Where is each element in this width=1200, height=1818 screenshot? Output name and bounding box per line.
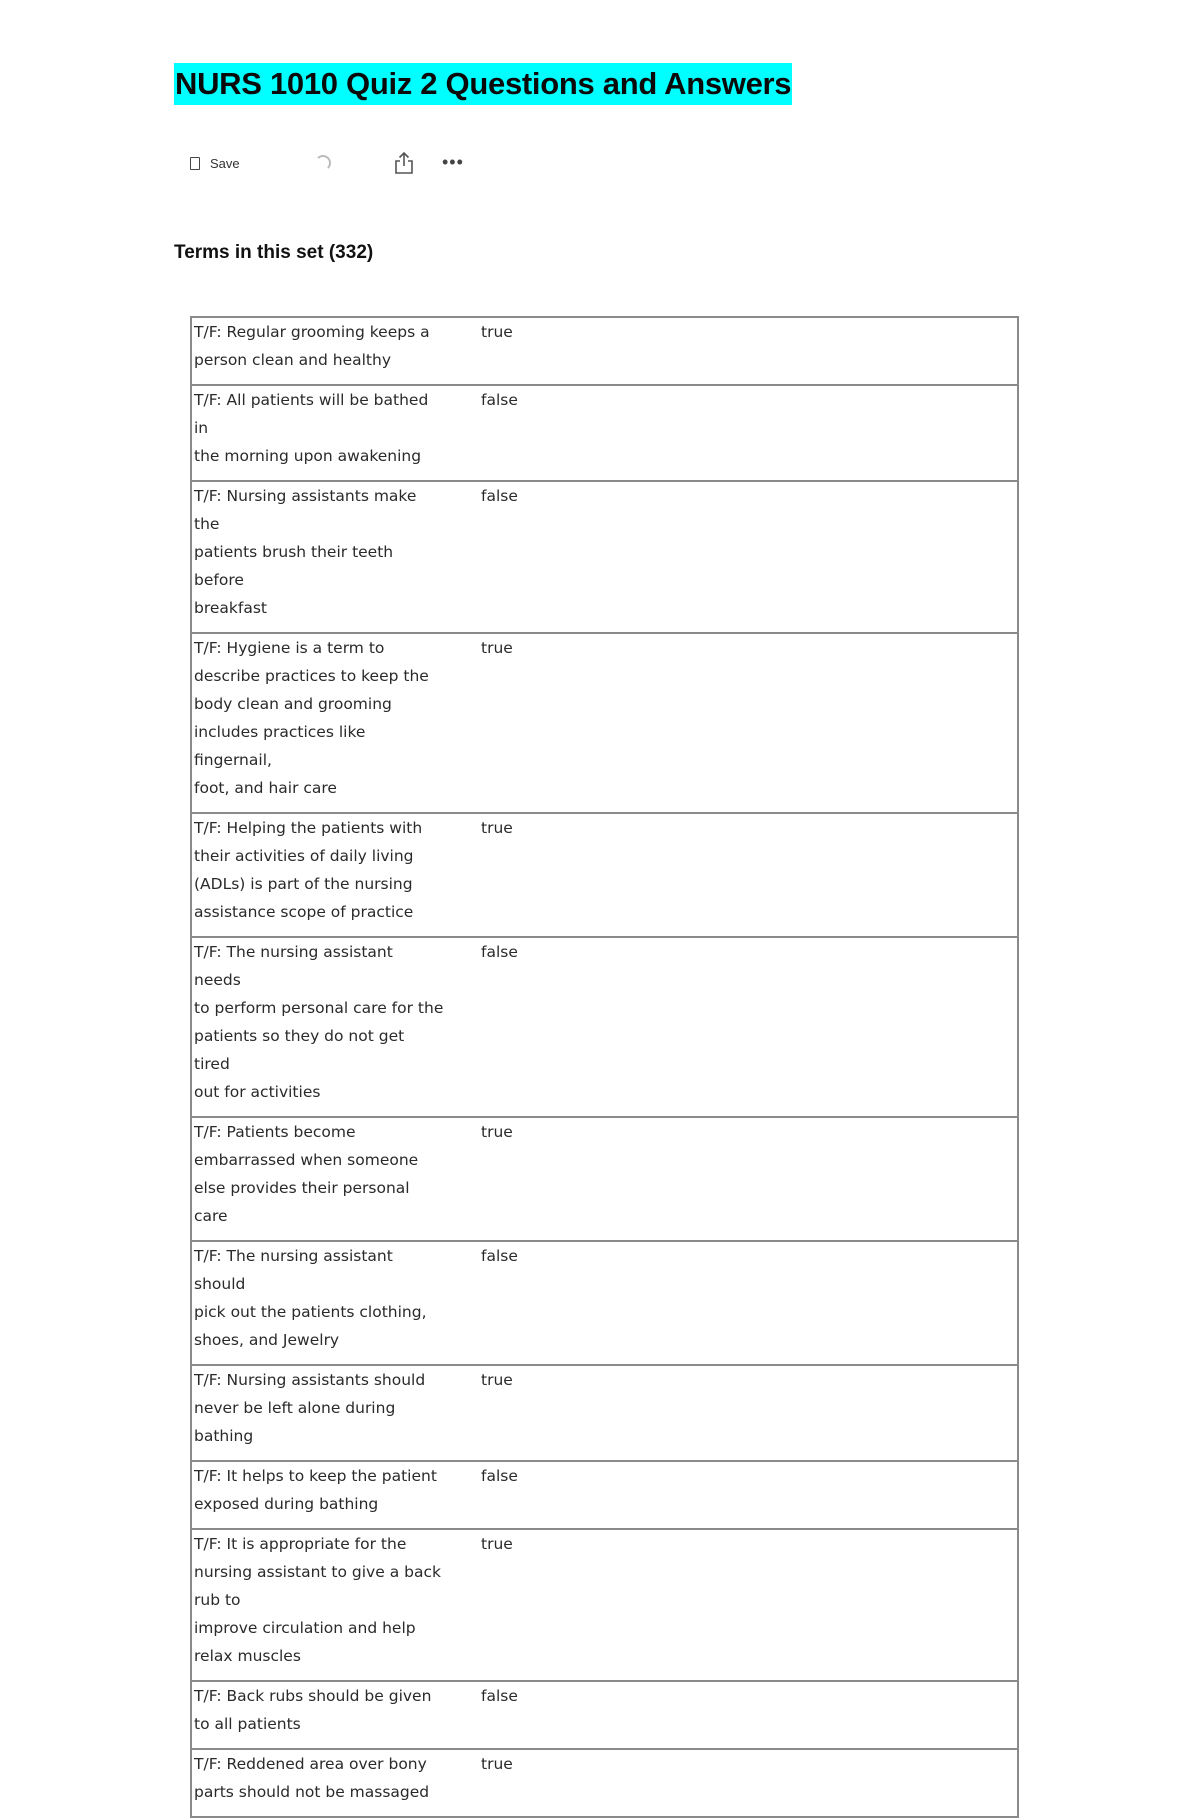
answer-text: true	[481, 1535, 513, 1553]
loading-spinner-icon	[315, 155, 331, 171]
question-cell	[191, 481, 448, 633]
question-text: T/F: Regular grooming keeps a person clean and healthy	[194, 323, 430, 369]
answer-text: false	[481, 1687, 518, 1705]
table-row	[191, 481, 1018, 633]
question-text: T/F: Back rubs should be given to all patients	[194, 1687, 432, 1733]
question-cell	[191, 385, 448, 481]
bookmark-icon	[190, 157, 200, 170]
answer-text: false	[481, 943, 518, 961]
table-row	[191, 1749, 1018, 1817]
answer-cell	[448, 813, 1018, 937]
save-button[interactable]	[190, 156, 240, 171]
question-cell	[191, 813, 448, 937]
table-row	[191, 633, 1018, 813]
question-text: T/F: Reddened area over bony parts should not be massaged	[194, 1755, 430, 1801]
question-text: T/F: The nursing assistant should pick out the patients clothing, shoes, and Jewelry	[194, 1247, 427, 1349]
question-text: T/F: Nursing assistants should never be left alone during bathing	[194, 1371, 426, 1445]
question-text: T/F: All patients will be bathed in the morning upon awakening	[194, 391, 429, 465]
answer-text: false	[481, 1467, 518, 1485]
question-cell	[191, 1117, 448, 1241]
answer-text: true	[481, 639, 513, 657]
answer-text: false	[481, 487, 518, 505]
table-row	[191, 937, 1018, 1117]
table-row	[191, 1529, 1018, 1681]
answer-cell	[448, 317, 1018, 385]
question-cell	[191, 1461, 448, 1529]
table-row	[191, 813, 1018, 937]
terms-heading: Terms in this set (332)	[174, 242, 374, 263]
table-row	[191, 1365, 1018, 1461]
save-label: Save	[210, 156, 240, 171]
question-text: T/F: Nursing assistants make the patients brush their teeth before breakfast	[194, 487, 417, 617]
question-cell	[191, 633, 448, 813]
answer-text: false	[481, 1247, 518, 1265]
question-cell	[191, 1749, 448, 1817]
question-text: T/F: It helps to keep the patient exposed during bathing	[194, 1467, 437, 1513]
answer-cell	[448, 481, 1018, 633]
answer-text: true	[481, 1755, 513, 1773]
answer-text: true	[481, 323, 513, 341]
question-cell	[191, 317, 448, 385]
answer-cell	[448, 1749, 1018, 1817]
question-text: T/F: The nursing assistant needs to perform personal care for the patients so they do not get tired out for activities	[194, 943, 444, 1101]
table-row	[191, 385, 1018, 481]
table-row	[191, 1461, 1018, 1529]
question-cell	[191, 937, 448, 1117]
question-cell	[191, 1365, 448, 1461]
more-options-icon[interactable]: •••	[442, 152, 464, 172]
question-cell	[191, 1529, 448, 1681]
answer-cell	[448, 1529, 1018, 1681]
table-row	[191, 1241, 1018, 1365]
answer-cell	[448, 1117, 1018, 1241]
table-row	[191, 317, 1018, 385]
answer-text: false	[481, 391, 518, 409]
question-text: T/F: Patients become embarrassed when someone else provides their personal care	[194, 1123, 419, 1225]
answer-text: true	[481, 819, 513, 837]
answer-cell	[448, 1241, 1018, 1365]
answer-cell	[448, 1365, 1018, 1461]
terms-table	[190, 316, 1019, 1818]
question-cell	[191, 1681, 448, 1749]
document-title: NURS 1010 Quiz 2 Questions and Answers	[174, 63, 792, 105]
question-text: T/F: Helping the patients with their activities of daily living (ADLs) is part of the nursing assistance scope of practice	[194, 819, 423, 921]
table-row	[191, 1117, 1018, 1241]
table-row	[191, 1681, 1018, 1749]
share-icon[interactable]	[393, 151, 415, 175]
question-text: T/F: It is appropriate for the nursing assistant to give a back rub to improve circulation and help relax muscles	[194, 1535, 441, 1665]
answer-text: true	[481, 1123, 513, 1141]
answer-cell	[448, 1461, 1018, 1529]
question-text: T/F: Hygiene is a term to describe practices to keep the body clean and grooming includes practices like fingernail, foot, and hair care	[194, 639, 429, 797]
toolbar	[190, 150, 490, 180]
question-cell	[191, 1241, 448, 1365]
answer-cell	[448, 1681, 1018, 1749]
terms-table-body	[191, 317, 1018, 1817]
answer-cell	[448, 937, 1018, 1117]
answer-cell	[448, 385, 1018, 481]
answer-text: true	[481, 1371, 513, 1389]
answer-cell	[448, 633, 1018, 813]
